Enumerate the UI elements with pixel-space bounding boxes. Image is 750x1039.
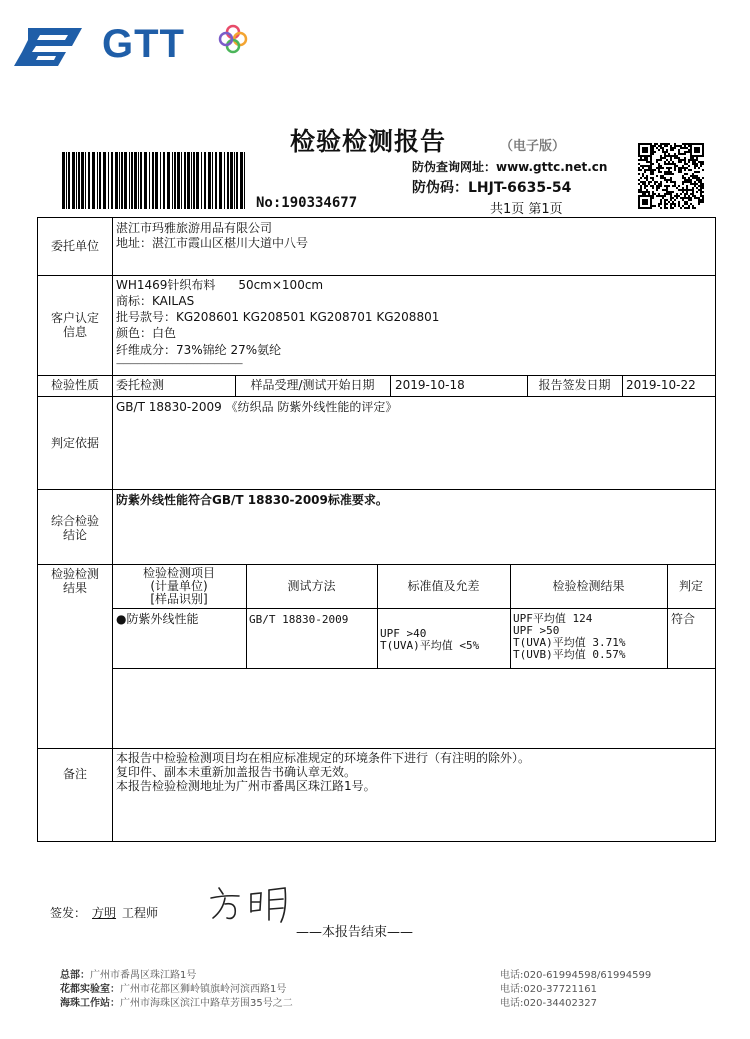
result-value-2: UPF >50 — [513, 624, 560, 637]
sample-line-3: 批号款号：KG208601 KG208501 KG208701 KG208801 — [116, 310, 440, 324]
remarks-line-3: 本报告检验检测地址为广州市番禺区珠江路1号。 — [116, 779, 376, 793]
qr-code-icon — [638, 143, 704, 209]
sample-line-2: 商标：KAILAS — [116, 294, 195, 308]
electronic-tag: （电子版） — [500, 139, 566, 154]
nature-label: 检验性质 — [50, 378, 99, 392]
issue-date-label: 报告签发日期 — [538, 378, 611, 392]
header-result: 检验检测结果 — [552, 579, 625, 593]
header-method: 测试方法 — [287, 579, 336, 593]
result-standard-1: UPF >40 — [380, 627, 427, 640]
flower-logo-icon — [218, 24, 248, 54]
remarks-line-2: 复印件、副本未重新加盖报告书确认章无效。 — [116, 765, 357, 779]
sample-line-5: 纤维成分：73%锦纶 27%氨纶 — [116, 343, 282, 357]
conclusion-label-2: 结论 — [62, 528, 87, 542]
client-name: 湛江市玛雅旅游用品有限公司 — [116, 221, 273, 235]
basis-text: GB/T 18830-2009 《纺织品 防紫外线性能的评定》 — [116, 400, 398, 414]
result-judge: 符合 — [671, 612, 696, 626]
sample-line-4: 颜色：白色 — [116, 326, 177, 340]
footer-station-address: 广州市海珠区滨江中路草芳围35号之二 — [120, 998, 293, 1009]
results-label-2: 结果 — [62, 581, 87, 595]
footer-lab-label: 花都实验室： — [60, 984, 120, 995]
header-standard: 标准值及允差 — [407, 579, 480, 593]
result-value-3: T(UVA)平均值 3.71% — [513, 636, 626, 649]
signoff-label: 签发： — [50, 906, 87, 920]
header-judge: 判定 — [678, 579, 703, 593]
footer-lab-phone: 电话:020-37721161 — [500, 984, 597, 995]
client-label: 委托单位 — [50, 239, 99, 253]
remarks-line-1: 本报告中检验检测项目均在相应标准规定的环境条件下进行（有注明的除外）。 — [116, 751, 531, 765]
gtt-logo-icon — [14, 26, 84, 68]
result-value-4: T(UVB)平均值 0.57% — [513, 648, 626, 661]
footer-station-label: 海珠工作站： — [60, 998, 120, 1009]
report-title: 检验检测报告 — [290, 127, 447, 156]
handwritten-signature — [205, 880, 295, 925]
conclusion-text: 防紫外线性能符合GB/T 18830-2009标准要求。 — [116, 493, 388, 507]
footer-hq-address: 广州市番禺区珠江路1号 — [90, 970, 197, 981]
footer-station — [60, 994, 293, 1009]
sample-line-6: —————————————————— — [116, 359, 242, 368]
barcode-icon — [60, 152, 250, 209]
report-number: No:190334677 — [256, 195, 358, 211]
remarks-label: 备注 — [62, 767, 87, 781]
brand-name: GTT — [102, 22, 185, 66]
result-item: ●防紫外线性能 — [116, 612, 199, 626]
issue-date: 2019-10-22 — [626, 378, 696, 392]
basis-label: 判定依据 — [50, 436, 99, 450]
result-value-1: UPF平均值 124 — [513, 612, 593, 625]
sample-label-2: 信息 — [62, 325, 87, 339]
report-end: ——本报告结束—— — [296, 925, 414, 940]
report-table — [37, 217, 716, 842]
results-label-1: 检验检测 — [50, 567, 99, 581]
footer-station-phone: 电话:020-34402327 — [500, 998, 597, 1009]
nature-value: 委托检测 — [116, 378, 165, 392]
signer-name: 方明 — [92, 906, 117, 920]
signer-title: 工程师 — [122, 906, 159, 920]
conclusion-label-1: 综合检验 — [50, 514, 99, 528]
start-date: 2019-10-18 — [395, 378, 465, 392]
header-item-1: 检验检测项目 — [142, 566, 215, 580]
footer-hq-phone: 电话:020-61994598/61994599 — [500, 970, 652, 981]
client-address: 地址：湛江市霞山区椹川大道中八号 — [116, 236, 309, 250]
anti-counterfeit-code: 防伪码：LHJT-6635-54 — [412, 180, 572, 196]
signoff — [50, 904, 158, 921]
result-method: GB/T 18830-2009 — [249, 613, 349, 626]
result-standard-2: T(UVA)平均值 <5% — [380, 639, 480, 652]
start-date-label: 样品受理/测试开始日期 — [250, 378, 375, 392]
header-item-3: [样品识别] — [150, 592, 208, 606]
header-item-2: (计量单位) — [150, 579, 208, 593]
sample-label-1: 客户认定 — [50, 311, 99, 325]
footer-lab-address: 广州市花都区狮岭镇旗岭河滨西路1号 — [120, 984, 287, 995]
anti-counterfeit-url: 防伪查询网址：www.gttc.net.cn — [412, 160, 608, 174]
page-count: 共1页 第1页 — [490, 202, 563, 217]
footer-hq — [60, 966, 196, 981]
footer-lab — [60, 980, 286, 995]
sample-line-1: WH1469针织布料 50cm×100cm — [116, 278, 324, 292]
footer-hq-label: 总部： — [60, 970, 90, 981]
